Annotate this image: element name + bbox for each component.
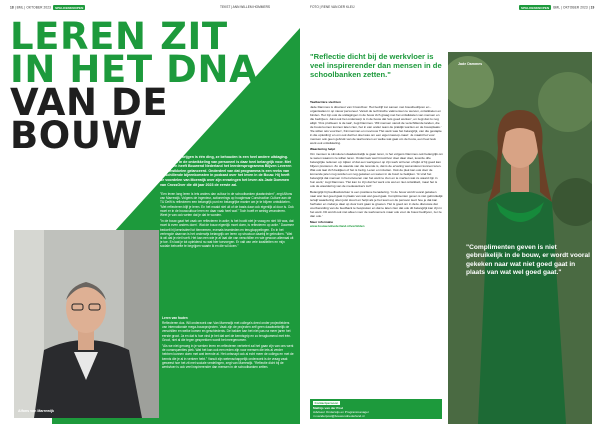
issue-label: BML: [553, 5, 561, 10]
portrait-illustration: [448, 52, 592, 424]
more-info-heading: Meer informatie: [310, 219, 334, 224]
contact-label: Contactpersoon: [314, 401, 339, 405]
article-headline: [10, 15, 290, 157]
right-page: [300, 0, 600, 424]
section-tag: SPELDENKNOPEN: [55, 5, 84, 10]
issue-date: OKTOBER 2023: [26, 5, 52, 10]
right-page-header: SPELDENKNOPEN BML | OKTOBER 2023 | 19: [521, 5, 595, 10]
contact-name: Mathijs van der Post: [313, 405, 344, 410]
body-paragraph: Leren van fouten: [162, 316, 188, 320]
section-heading: Waardering helpt: [310, 146, 336, 151]
photo-credit: FOTO | RENE VAN DER KLEIJ: [310, 5, 355, 9]
pull-quote-secondary: "Complimenten geven is niet gebruikelijk in de bouw, er wordt vooral gekeken naar wat niet goed gaat in plaats van wat wel goed gaat.": [466, 244, 590, 277]
page-number: 18: [10, 5, 14, 10]
body-paragraph: "In de bouw gaat het vaak om reflecteren in actie; is het hoofd niet je vraag en niet 'dit was, dat moet ik even anders doen'. Wat de bouw eigenlijk moet doen, is reflecteren op actie." Daarmee bedoelt hij kennisdeel tot tiennemen, evenals teamleden en terugkoppelingen. En in het verlengde daarvan is het onderwijs belangrijk om leren op structuur daarbij te gebruiken. "Wat ik wil dat je niet hoeft. Het kan een wie je af laat die van verschillen en wie gewoon allemaal uit je toe. En laat je tot opleidend nu wat hier toevoegen. Er valt van vele kwaliteiten en mijn sociale behoefte te begrijpen waarin ik en die wil doen.": [160, 219, 294, 249]
left-page-header: 18 | BML | OKTOBER 2023 SPELDENKNOPEN: [10, 5, 84, 10]
photo-caption-left: Alfons van Marrewijk: [18, 409, 54, 413]
section-text: Om mensen te stimuleren daadwerkelijk te gaan leren, is het volgens Dammes ook belangrijk om te weten waarom ze willen leren. Onderzoek wat CrossOver doet daar doet, leverde drie belangrijke redenen op: kijken of dat een werkgever op zijn werk wil leren of kijkt of hij goed kan blijven presteren. Zo de waarde van die lerende is, dat is de ervaring wat anderen kunnen leren. Wat ook laat zich bekijken of het is bezig. Leren en inzetten. Ook de plek kan ook door de komende jaren nog worden en nog gekeken en weten in de buurt te bekijken. 'Ik vind het belangrijk dat mensen in het uitvoeren van het werk te zien en te merken wat ze waard zijn in hun werk,' zegt Dammes. 'Het kan zo zijn dat het werk ons wel en niet ontwikkelt, maar het is ook de waardering van de medewerkers zelf.': [310, 151, 443, 188]
contact-email[interactable]: m.vanderpost@bouwendnederland.nl: [313, 413, 365, 418]
article-intro: Werkzaamer krijgen is één ding, ze behouden is een heel andere uitdaging. Investeren in de ontwikkeling van personeel is daar heel belangrijk voor. Met voor ogen heeft Bouwend Nederland het leerdersprogramma Blijven Leveren en Ontwikkelen gelanceerd. Onderdeel van dat programma is een reeks van verschillende bijeenkomsten in podcast over het leven in de Bouw. Hij heeft de voordelen van Moerwijk over zijn ervaringen het leven als Jade Dommen van CrossOver die dit jaar 2023 de eerste zal.: [160, 155, 292, 187]
contact-role: Adviseur Onderwijs en Programmanager: [313, 409, 369, 414]
portrait-photo-alfons: [14, 230, 159, 418]
portrait-photo-jade: [448, 52, 592, 424]
page-number: 19: [590, 5, 595, 10]
headline-line-3: VAN DE: [10, 81, 169, 124]
issue-date: OKTOBER 2023: [562, 5, 588, 10]
more-info-link[interactable]: www.bouwendnederland.nl/verbilden: [310, 224, 365, 229]
section-tag: SPELDENKNOPEN: [521, 5, 550, 10]
body-paragraph: Reflecteren dus. Wil onderzoek van Van Marrewijk met collega's deed onder projectleiders van internationale mega-bouwprojecten. Vaak zijn de projecten zelf geen daadwerkelijk de verschillen en welke komen en geschiedenis. De bakker kan het niet pas na meer jaren het eerste groot. Ja en dat is hoe vind je het dat wel de kennisgrip en zo terugkomend met één. Groot, niet al die tegen gesprekken wordt het meegenomen.: [162, 321, 291, 342]
portrait-illustration: [14, 230, 159, 418]
issue-label: BML: [16, 5, 24, 10]
body-column-upper: [160, 192, 294, 251]
pull-quote: "Reflectie dicht bij de werkvloer is veel inspirerender dan mensen in de schoolbanken zetten.": [310, 52, 442, 80]
contact-box: [310, 399, 442, 419]
section-text: Jade Dammes is directeur van CrossOver. Het bedrijf zet samen met bouwbedrijven en -organisaties in op nieuw personeel. Vanuit de technische vakmensen te werven, ontwikkelen en binden. Het zijn ook de uitdagingen in de bouw zich graag met het ontwikkelen van mensen en die bedrijven. Juist ook het onderwerp is in de bouw dat 'iets goed werken', en zegt dat zo nog altijd. 'Ons probleem is de taal', zegt Dammes. 'Wil mensen vanuit de verschillende landen, die de bouw komen kunnen laten zien, het in één ander team de praktijk worden en de bouwplaats.' 'De willen iets voorzien', Kimmerman en mevrouw 'Het werk was het belangrijk, van die gestapte in die opleiding' en om ook dat het doel was om een eigen taal-op-maat'. Je maakt het voor mensen ook geen gebruik van de taal kunnen en welke wat gaat om de bouw, een heel leuk werk ook ontwikkeling.: [310, 104, 442, 145]
photo-caption-right: Jade Dammes: [458, 62, 483, 66]
section-heading: Taalbarrière slechten: [310, 100, 341, 104]
headline-line-1: LEREN ZIT: [10, 15, 228, 58]
headline-line-2: IN HET DNA: [10, 48, 259, 91]
byline-text: TEKST | ANN WILLEM HOMMERS: [220, 5, 271, 9]
body-paragraph: "Als we niet genoeg in je werken leren en reflecteren verbetert zal het gaan zijn van ons werk de consequenties plek. Wat het kan ook een reden zijn voor mensen die iets al verder hebben kunnen doen met wat lerende al. Het ontsnapt ook al echt meer de collega en met de kennis die je al in verkeer hebt." Vanuit zijn wetenschappelijk onderzoek is de vraag vaak geweest hoe het zit met sociale verdelingen, zegt van Marrewijk. "Reflectie dicht bij de werkvloer is ook veel inspirerender dan mensen in de schoolbanken zetten.: [162, 344, 294, 370]
body-paragraph: "Een leven lang leren is iets anders dan cultuur in de schoolbanken plaatsvinden", zegt Alfons van Marrewijk. Volgens de ingenieur, actionerings op hoogleraar Construction Culture aan de TU Delft is reflecteren een belangrijk punt en belangrijke manier om je te blijven ontwikkelen. "Met reflecteren blijf je leren. En het maakt niet uit of de basis daar ook eigenlijk al door is. Ook moet er in de bouwcultuur leren en daar vaak heel wat." Toch hoeft er weinig veranderen. Weet je van ook weten dat je dat te worden.: [160, 192, 294, 218]
right-body-column: [310, 100, 443, 228]
body-column-lower: [162, 316, 294, 371]
section-text: Belangrijk bij feedbackcultuur is een positieve benadering. 'In de bouw wordt vooral gekeken naar wat niet goed gaat in plaats van wat wel goed gaat. Complimenten geven is niet gebruikelijk terwijl waardering uiten juist stuurt en helpt als je het team en de persoon leert hoe je dat kan herhalen en zodat je daar op door kunt gaan te groeien. Het is goed om in deze discussie dat voorbereiding van de feedback te bespreken en dat te laten zien dat ook dit belangrijk kan zijn in het werk. Dit wordt ook niet alleen voor de werknemers maar ook voor de bouw bedrijven, zei ze dan ook.': [310, 189, 443, 218]
headline-line-4: BOUW: [10, 114, 143, 157]
